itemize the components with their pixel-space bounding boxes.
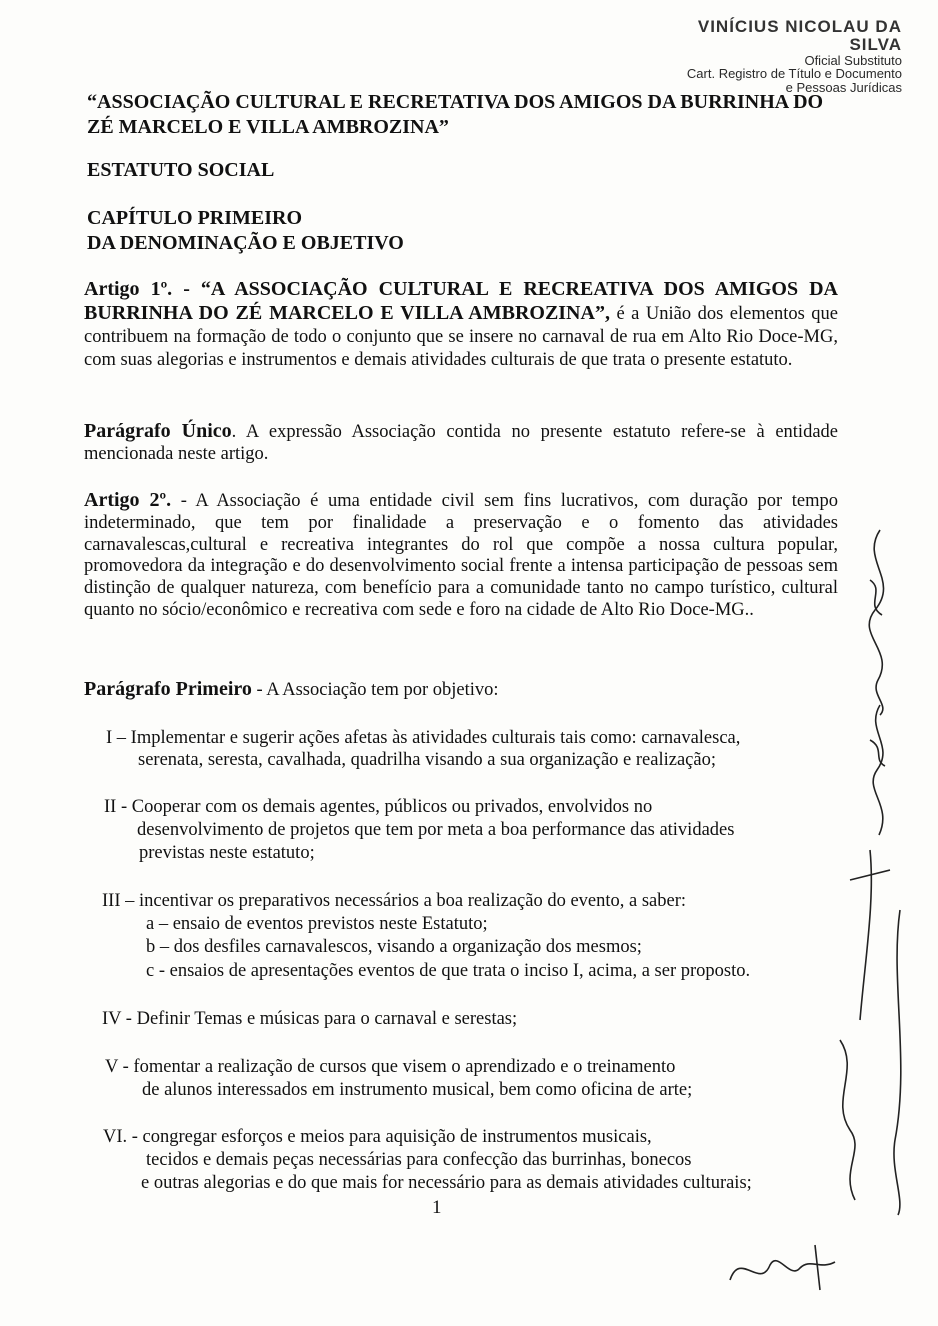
paragraph-primeiro-label: Parágrafo Primeiro [84, 678, 252, 700]
article-1 [84, 278, 838, 372]
paragraph-unico [84, 421, 838, 466]
item-v-line1: V - fomentar a realização de cursos que visem o aprendizado e o treinamento [105, 1057, 676, 1077]
article-1-name: - “A ASSOCIAÇÃO CULTURAL E RECREATIVA DOS AMIGOS DA BURRINHA DO ZÉ MARCELO E VILLA AMBROZINA”, [84, 278, 839, 324]
stamp-office-line2: e Pessoas Jurídicas [785, 79, 902, 95]
item-ii-line2: desenvolvimento de projetos que tem por meta a boa performance das atividades [137, 820, 735, 840]
stamp-office-line1: Cart. Registro de Título e Documento [686, 66, 902, 82]
article-1-text: é a União dos elementos que contribuem na formação de todo o conjunto que se insere no carnaval de rua em Alto Rio Doce-MG, com suas alegorias e instrumentos e demais atividades culturais de que trata o presente estatuto. [84, 304, 838, 370]
item-vi-line1: VI. - congregar esforços e meios para aquisição de instrumentos musicais, [103, 1127, 652, 1147]
page-number: 1 [432, 1197, 442, 1218]
chapter-heading [87, 206, 404, 256]
item-v-line2: de alunos interessados em instrumento musical, bem como oficina de arte; [142, 1080, 693, 1100]
article-2 [84, 490, 838, 622]
paragraph-primeiro-text: - A Associação tem por objetivo: [251, 680, 499, 700]
signature-margin-1 [850, 520, 910, 720]
chapter-line2: DA DENOMINAÇÃO E OBJETIVO [87, 232, 404, 254]
signature-margin-3 [820, 840, 930, 1220]
paragraph-primeiro [84, 679, 838, 702]
item-iii-line3: b – dos desfiles carnavalescos, visando a organização dos mesmos; [146, 937, 642, 957]
registry-stamp [642, 18, 902, 95]
signature-bottom [720, 1240, 840, 1300]
stamp-name: VINÍCIUS NICOLAU DA SILVA [697, 17, 902, 54]
item-i-line1: I – Implementar e sugerir ações afetas às atividades culturais tais como: carnavalesca, [106, 728, 741, 748]
paragraph-unico-text: . A expressão Associação contida no presente estatuto refere-se à entidade mencionada neste artigo. [84, 422, 838, 464]
heading-estatuto: ESTATUTO SOCIAL [87, 159, 275, 181]
article-1-label: Artigo 1º. [84, 278, 173, 300]
item-iii-line1: III – incentivar os preparativos necessários a boa realização do evento, a saber: [102, 891, 687, 911]
item-ii-line3: previstas neste estatuto; [139, 843, 315, 863]
article-2-text: - A Associação é uma entidade civil sem fins lucrativos, com duração por tempo indeterminado, que tem por finalidade a preservação e o fomento das atividades carnavalescas,cultural e recreativa integrantes do rol que compõe a nossa cultura popular, promovedora da integração e do desenvolvimento social frente a intensa participação de pessoas sem distinção de qualquer natureza, com benefício para a comunidade tanto no campo turístico, cultural quanto no sócio/econômico e recreativa com sede e foro na cidade de Alto Rio Doce-MG.. [84, 491, 839, 620]
item-i-line2: serenata, seresta, cavalhada, quadrilha visando a sua organização e realização; [138, 750, 716, 770]
item-vi-line2: tecidos e demais peças necessárias para confecção das burrinhas, bonecos [146, 1150, 692, 1170]
item-iv-line1: IV - Definir Temas e músicas para o carnaval e serestas; [102, 1009, 518, 1029]
article-2-label: Artigo 2º. [84, 489, 172, 511]
item-vi-line3: e outras alegorias e do que mais for necessário para as demais atividades culturais; [141, 1173, 752, 1193]
chapter-line1: CAPÍTULO PRIMEIRO [87, 207, 303, 229]
signature-margin-2 [855, 700, 910, 840]
document-title: “ASSOCIAÇÃO CULTURAL E RECRETATIVA DOS AMIGOS DA BURRINHA DO ZÉ MARCELO E VILLA AMBROZINA” [87, 91, 824, 138]
paragraph-unico-label: Parágrafo Único [84, 420, 232, 442]
item-iii-line2: a – ensaio de eventos previstos neste Estatuto; [146, 914, 488, 934]
stamp-role: Oficial Substituto [804, 52, 902, 68]
item-ii-line1: II - Cooperar com os demais agentes, públicos ou privados, envolvidos no [104, 797, 653, 817]
item-iii-line4: c - ensaios de apresentações eventos de que trata o inciso I, acima, a ser proposto. [146, 961, 751, 981]
